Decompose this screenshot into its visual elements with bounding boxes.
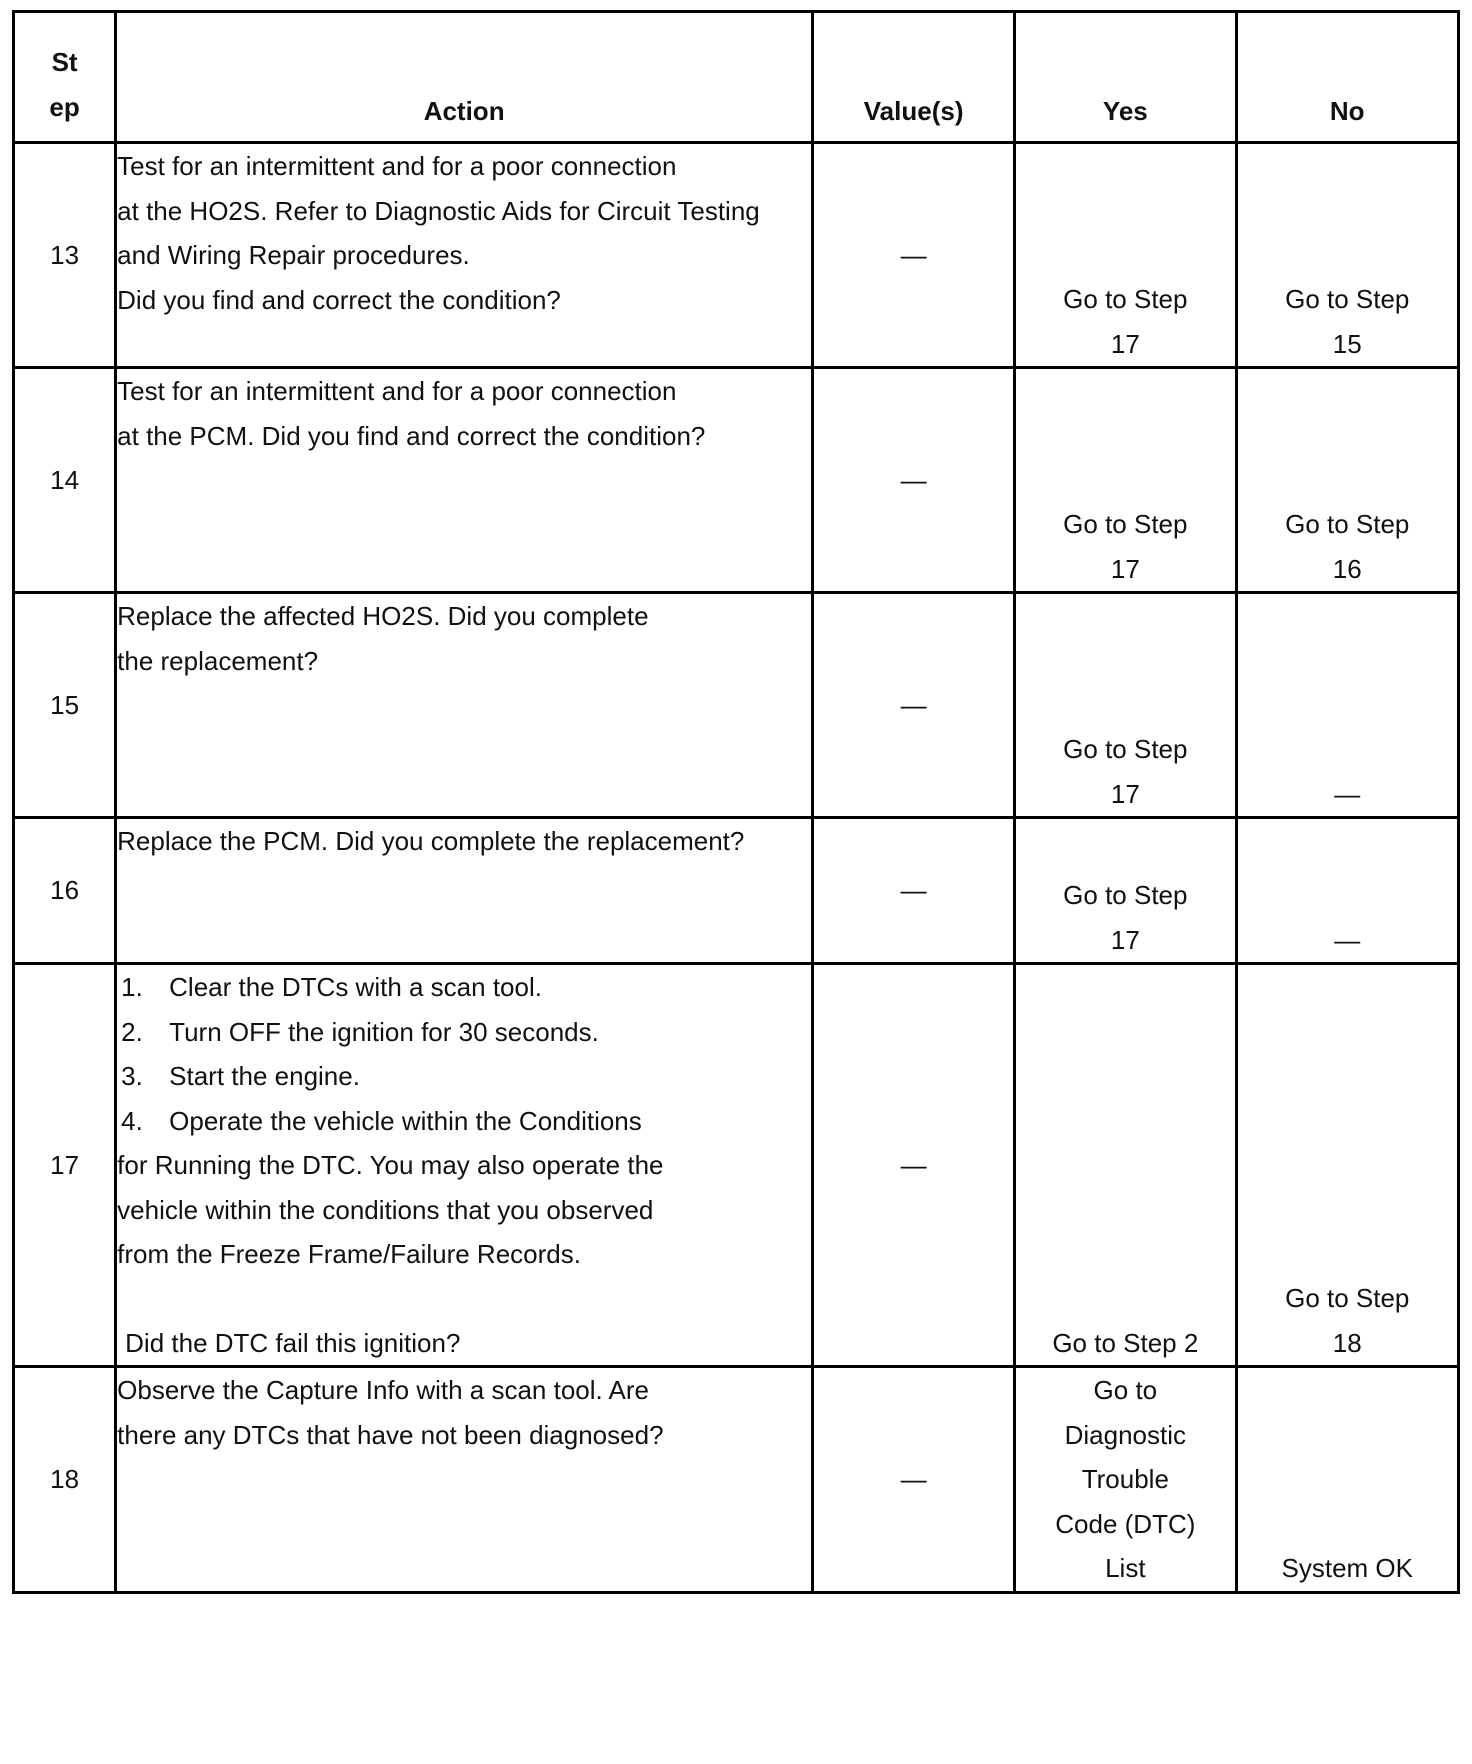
list-number: 4. xyxy=(121,1105,143,1136)
yes-cell xyxy=(1015,368,1236,593)
action-text xyxy=(116,1367,813,1593)
header-step xyxy=(14,12,116,143)
header-action: Action xyxy=(116,12,813,143)
header-no: No xyxy=(1236,12,1459,143)
yes-line: 17 xyxy=(1110,328,1140,359)
list-number: 1. xyxy=(121,972,143,1002)
list-text: Clear the DTCs with a scan tool. xyxy=(169,972,542,1002)
step-number: 18 xyxy=(14,1367,116,1593)
no-line: 15 xyxy=(1332,328,1362,359)
value-cell: — xyxy=(813,818,1015,964)
no-line: — xyxy=(1334,778,1361,809)
action-line: Replace the affected HO2S. Did you complete xyxy=(117,601,649,631)
step-number: 14 xyxy=(14,368,116,593)
no-cell xyxy=(1236,143,1459,368)
action-line: vehicle within the conditions that you observed xyxy=(117,1194,654,1225)
no-line: System OK xyxy=(1281,1553,1413,1583)
no-cell xyxy=(1236,368,1459,593)
no-line: Go to Step xyxy=(1285,284,1410,314)
step-number: 16 xyxy=(14,818,116,964)
list-item xyxy=(117,1099,811,1144)
list-item xyxy=(117,1010,811,1055)
list-text: Start the engine. xyxy=(169,1061,360,1091)
no-cell xyxy=(1236,818,1459,964)
action-text xyxy=(116,818,813,964)
step-number: 15 xyxy=(14,593,116,818)
table-row xyxy=(14,143,1459,368)
yes-line: 17 xyxy=(1110,924,1140,955)
table-row xyxy=(14,593,1459,818)
action-text xyxy=(116,964,813,1367)
list-text: Operate the vehicle within the Conditions xyxy=(169,1105,642,1136)
value-cell: — xyxy=(813,368,1015,593)
step-number: 13 xyxy=(14,143,116,368)
yes-line: Go to Step xyxy=(1063,734,1188,764)
no-cell xyxy=(1236,1367,1459,1593)
list-item xyxy=(117,1054,811,1099)
action-text xyxy=(116,368,813,593)
action-line: the replacement? xyxy=(117,645,319,676)
value-cell: — xyxy=(813,143,1015,368)
header-yes: Yes xyxy=(1015,12,1236,143)
yes-cell xyxy=(1015,964,1236,1367)
no-line: Go to Step xyxy=(1285,1283,1410,1313)
yes-line: Go to Step 2 xyxy=(1052,1327,1199,1358)
yes-line: Go to Step xyxy=(1063,880,1188,910)
no-line: 18 xyxy=(1332,1327,1362,1358)
value-cell: — xyxy=(813,964,1015,1367)
action-line: Did you find and correct the condition? xyxy=(117,284,561,315)
yes-line: Code (DTC) xyxy=(1055,1508,1196,1539)
yes-cell xyxy=(1015,143,1236,368)
yes-line: 17 xyxy=(1110,553,1140,584)
yes-cell xyxy=(1015,818,1236,964)
action-line: Replace the PCM. Did you complete the replacement? xyxy=(117,826,745,856)
action-line: and Wiring Repair procedures. xyxy=(117,240,470,270)
yes-line: Go to Step xyxy=(1063,509,1188,539)
header-row xyxy=(14,12,1459,143)
header-step-line-1: St xyxy=(51,47,78,77)
header-step-line-2: ep xyxy=(49,91,80,122)
table-row xyxy=(14,1367,1459,1593)
header-values: Value(s) xyxy=(813,12,1015,143)
yes-line: List xyxy=(1105,1553,1146,1583)
no-line: 16 xyxy=(1332,553,1362,584)
action-line: at the PCM. Did you find and correct the condition? xyxy=(117,420,706,451)
no-cell xyxy=(1236,964,1459,1367)
value-cell: — xyxy=(813,1367,1015,1593)
step-number: 17 xyxy=(14,964,116,1367)
action-line: Observe the Capture Info with a scan tool. Are xyxy=(117,1375,650,1405)
table-row xyxy=(14,964,1459,1367)
value-cell: — xyxy=(813,593,1015,818)
list-number: 3. xyxy=(121,1061,143,1091)
yes-line: Go to xyxy=(1093,1375,1158,1405)
list-number: 2. xyxy=(121,1016,143,1047)
yes-line: 17 xyxy=(1110,778,1140,809)
action-line: Test for an intermittent and for a poor connection xyxy=(117,376,677,406)
action-line: Test for an intermittent and for a poor connection xyxy=(117,151,677,181)
yes-cell xyxy=(1015,593,1236,818)
action-line: for Running the DTC. You may also operate the xyxy=(117,1150,664,1180)
diagnostic-table xyxy=(12,10,1460,1594)
action-line: from the Freeze Frame/Failure Records. xyxy=(117,1239,581,1269)
yes-cell xyxy=(1015,1367,1236,1593)
list-text: Turn OFF the ignition for 30 seconds. xyxy=(169,1016,599,1047)
yes-line: Trouble xyxy=(1081,1464,1169,1494)
yes-line: Diagnostic xyxy=(1064,1419,1187,1450)
table-row xyxy=(14,368,1459,593)
action-line: at the HO2S. Refer to Diagnostic Aids for Circuit Testing xyxy=(117,195,760,226)
action-text xyxy=(116,143,813,368)
list-item xyxy=(117,965,811,1010)
spacer xyxy=(117,1277,811,1321)
action-question: Did the DTC fail this ignition? xyxy=(125,1327,461,1358)
yes-line: Go to Step xyxy=(1063,284,1188,314)
no-line: — xyxy=(1334,924,1361,955)
no-cell xyxy=(1236,593,1459,818)
no-line: Go to Step xyxy=(1285,509,1410,539)
action-text xyxy=(116,593,813,818)
action-line: there any DTCs that have not been diagnosed? xyxy=(117,1419,664,1450)
table-row xyxy=(14,818,1459,964)
